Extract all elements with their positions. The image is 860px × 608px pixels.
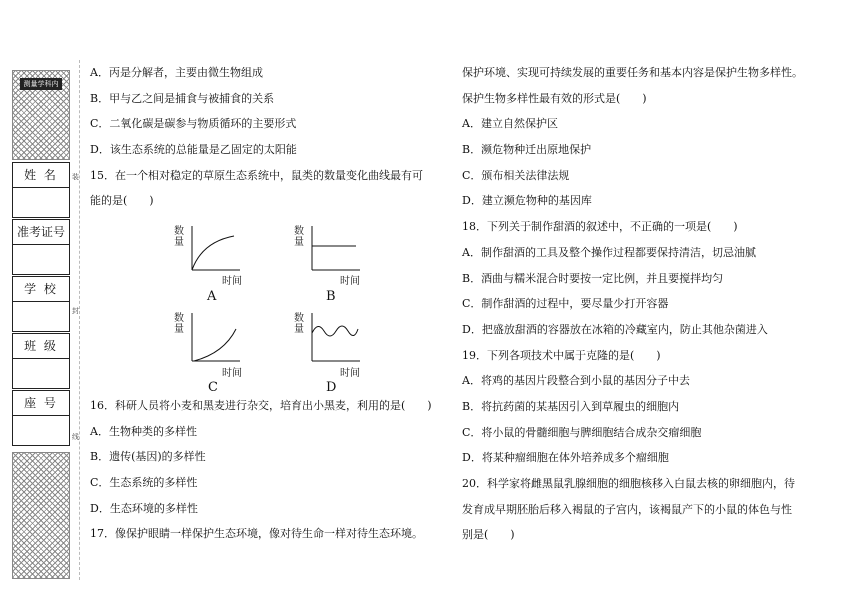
left-column-lower [90, 393, 450, 547]
option-line: A．制作甜酒的工具及整个操作过程都要保持清洁，切忌油腻 [462, 245, 756, 259]
option-line: B．濒危物种迁出原地保护 [462, 143, 592, 157]
graph-ylabel-char: 数 [294, 226, 304, 237]
option-line: B．酒曲与糯米混合时要按一定比例，并且要搅拌均匀 [462, 271, 724, 285]
graph-ylabel-char: 量 [294, 237, 304, 248]
graph-label: B [326, 289, 336, 304]
question-17-cont: 保护环境、实现可持续发展的重要任务和基本内容是保护生物多样性。 [462, 66, 803, 79]
binding-mark: 封 [72, 307, 79, 315]
graph-ylabel-char: 量 [294, 324, 304, 335]
exam-id-label: 准考证号 [13, 220, 69, 245]
question-15-cont: 能的是( ) [90, 194, 154, 208]
seat-label: 座 号 [13, 391, 69, 416]
graph-ylabel-char: 量 [174, 324, 184, 335]
graph-ylabel-char: 数 [294, 313, 304, 324]
decorative-pattern-bottom [12, 452, 70, 579]
class-field [12, 333, 70, 389]
name-label: 姓 名 [13, 163, 69, 188]
option-line: D．建立濒危物种的基因库 [462, 194, 592, 208]
option-line: C．将小鼠的骨髓细胞与脾细胞结合成杂交瘤细胞 [462, 425, 702, 439]
question-19: 19．下列各项技术中属于克隆的是( ) [462, 348, 661, 362]
graph-label: D [326, 380, 337, 395]
curve-a [192, 236, 234, 270]
curve-c [194, 329, 236, 361]
graph-ylabel-char: 数 [174, 313, 184, 324]
graph-d [290, 305, 390, 395]
option-line: B．将抗药菌的某基因引入到草履虫的细胞内 [462, 399, 680, 413]
graph-xlabel: 时间 [222, 276, 242, 287]
graph-xlabel: 时间 [222, 368, 242, 379]
graph-ylabel-char: 数 [174, 226, 184, 237]
left-column-upper [90, 60, 450, 214]
class-label: 班 级 [13, 334, 69, 359]
option-line: D．该生态系统的总能量是乙固定的太阳能 [90, 143, 297, 157]
binding-mark: 线 [72, 433, 79, 441]
option-line: A．生物种类的多样性 [90, 424, 197, 438]
curve-d [312, 326, 358, 336]
graph-xlabel: 时间 [340, 276, 360, 287]
option-line: A．丙是分解者，主要由微生物组成 [90, 66, 263, 79]
option-line: A．将鸡的基因片段整合到小鼠的基因分子中去 [462, 374, 690, 388]
graph-label: A [207, 289, 217, 304]
option-line: B．甲与乙之间是捕食与被捕食的关系 [90, 91, 275, 105]
question-20: 20．科学家将雌黑鼠乳腺细胞的细胞核移入白鼠去核的卵细胞内，待 [462, 477, 795, 490]
binding-line [79, 60, 80, 580]
seat-field [12, 390, 70, 446]
graph-b [290, 218, 390, 306]
seat-input-box[interactable] [13, 416, 69, 445]
graph-a [170, 218, 270, 306]
option-line: C．制作甜酒的过程中，要尽量少打开容器 [462, 297, 669, 311]
option-line: D．把盛放甜酒的容器放在冰箱的冷藏室内，防止其他杂菌进入 [462, 322, 768, 336]
exam-id-field [12, 219, 70, 275]
option-line: C．二氧化碳是碳参与物质循环的主要形式 [90, 117, 297, 131]
school-label: 学 校 [13, 277, 69, 302]
school-input-box[interactable] [13, 302, 69, 331]
name-input-box[interactable] [13, 188, 69, 217]
option-line: C．生态系统的多样性 [90, 476, 198, 490]
class-input-box[interactable] [13, 359, 69, 388]
graph-label: C [208, 380, 218, 395]
option-line: D．生态环境的多样性 [90, 501, 198, 515]
graph-ylabel-char: 量 [174, 237, 184, 248]
question-20-cont: 发育成早期胚胎后移入褐鼠的子宫内，该褐鼠产下的小鼠的体色与性 [462, 502, 792, 516]
question-17-cont: 保护生物多样性最有效的形式是( ) [462, 91, 647, 105]
option-line: D．将某种瘤细胞在体外培养成多个瘤细胞 [462, 451, 669, 465]
question-16: 16．科研人员将小麦和黑麦进行杂交，培育出小黑麦，利用的是( ) [90, 399, 432, 412]
binding-mark: 装 [72, 173, 79, 181]
exam-id-input-box[interactable] [13, 245, 69, 274]
school-field [12, 276, 70, 332]
question-18: 18．下列关于制作甜酒的叙述中，不正确的一项是( ) [462, 220, 738, 234]
graph-c [170, 305, 270, 395]
question-17: 17．像保护眼睛一样保护生态环境，像对待生命一样对待生态环境。 [90, 527, 423, 541]
name-field [12, 162, 70, 218]
question-15: 15．在一个相对稳定的草原生态系统中，鼠类的数量变化曲线最有可 [90, 168, 423, 182]
right-column [462, 60, 842, 548]
option-line: C．颁布相关法律法规 [462, 168, 570, 182]
header-stamp: 测量学科内 [20, 78, 62, 90]
graph-xlabel: 时间 [340, 368, 360, 379]
option-line: B．遗传(基因)的多样性 [90, 450, 206, 464]
question-20-cont: 别是( ) [462, 528, 515, 542]
option-line: A．建立自然保护区 [462, 117, 558, 131]
